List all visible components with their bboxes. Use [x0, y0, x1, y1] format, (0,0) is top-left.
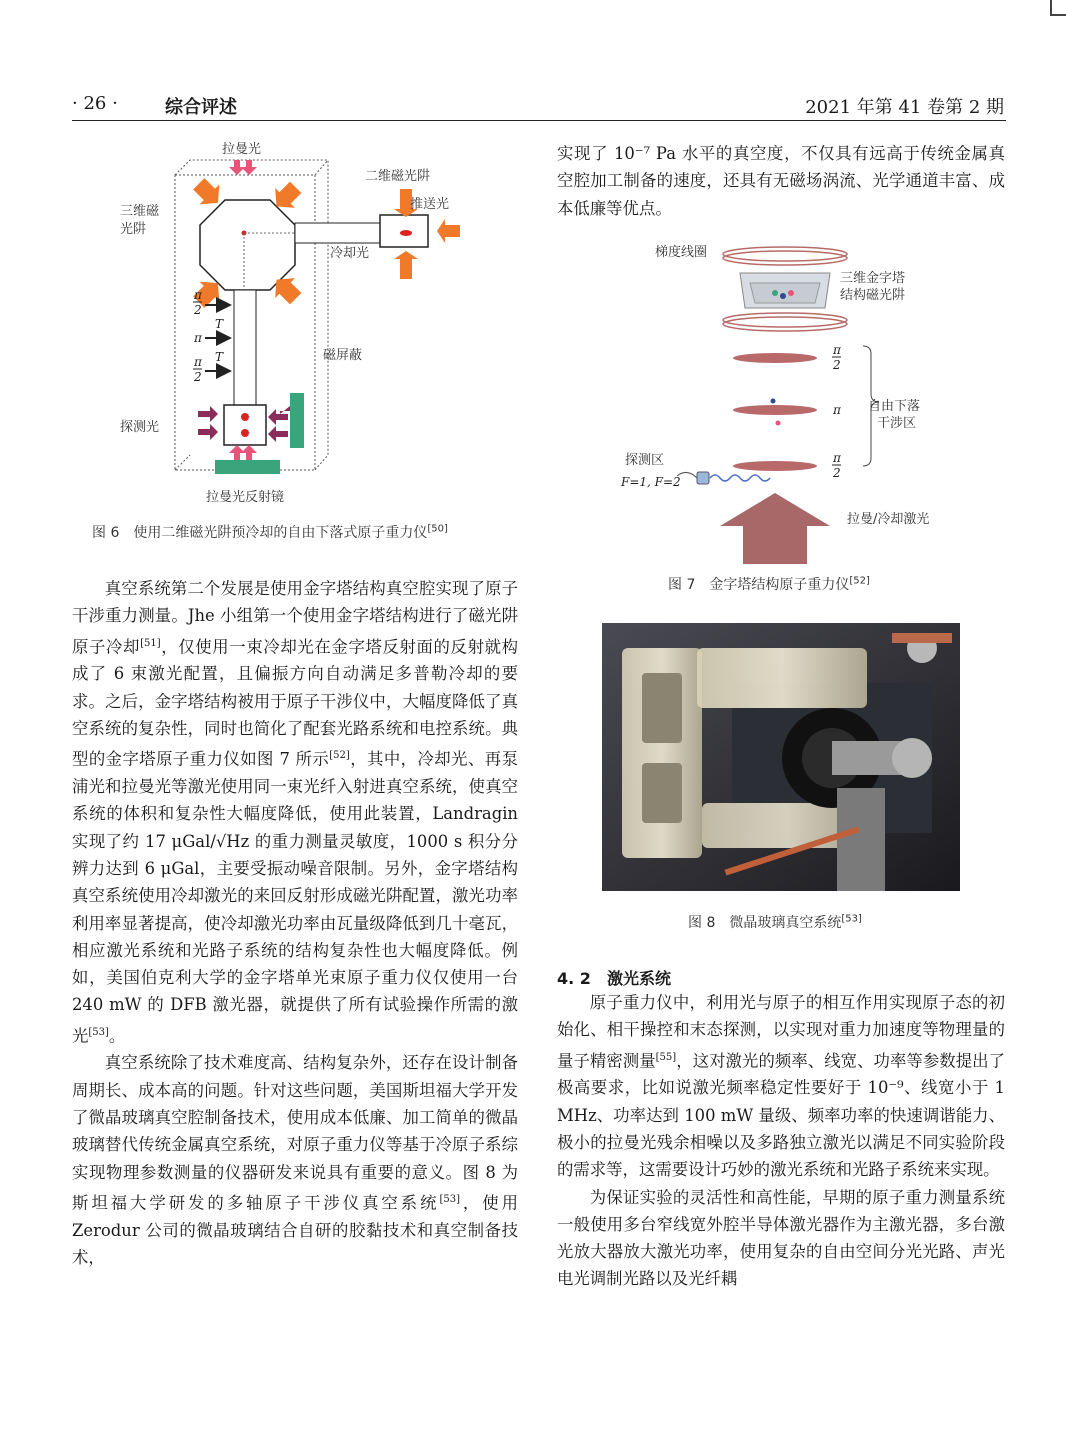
- journal-section: 综合评述: [165, 97, 237, 118]
- label-probe: 探测光: [120, 420, 160, 435]
- pyramid-cell: [740, 273, 830, 308]
- pulse3-num: π: [194, 355, 202, 369]
- gradient-coil-top: [723, 247, 847, 265]
- detection-cell: [224, 405, 266, 445]
- label-mot3d-1: 三维磁: [120, 204, 160, 219]
- issue-info: 2021 年第 41 卷第 2 期: [805, 97, 1004, 118]
- raman-bottom-arrows: [229, 445, 257, 460]
- label-freefall-2: 干涉区: [877, 416, 917, 431]
- mot3d-chamber: [200, 200, 295, 290]
- laser-barrel: [743, 526, 807, 564]
- label-pyramid-1: 三维金字塔: [840, 271, 906, 286]
- pulse-disk-2: [733, 405, 817, 415]
- drop-tube: [234, 290, 256, 405]
- pulse-disk-1: [733, 353, 817, 363]
- right-top-paragraph: 实现了 10⁻⁷ Pa 水平的真空度，不仅具有远高于传统金属真空腔加工制备的速度，还具有无磁场涡流、光学通道丰富、成本低廉等优点。: [557, 144, 1005, 218]
- fig7-p3-den: 2: [833, 466, 841, 480]
- gradient-coil-bottom: [723, 313, 847, 331]
- page-corner-mark: [1050, 0, 1066, 16]
- right-paragraph-2: 为保证实验的灵活性和高性能，早期的原子重力测量系统一般使用多台窄线宽外腔半导体激光器作为主激光器，多台激光放大器放大激光功率，使用复杂的自由空间分光光路、声光电光调制光路以及光纤耦: [557, 1187, 1005, 1289]
- label-freefall-1: 自由下落: [868, 399, 921, 414]
- interval-t1: T: [215, 317, 224, 331]
- label-mot3d-2: 光阱: [120, 222, 147, 237]
- label-mirror: 拉曼光反射镜: [206, 490, 285, 505]
- label-coil: 梯度线圈: [655, 245, 708, 260]
- label-states: F=1, F=2: [621, 475, 681, 489]
- figure-6-caption: 图 6 使用二维磁光阱预冷却的自由下落式原子重力仪[50]: [92, 523, 448, 541]
- pulse1-den: 2: [194, 303, 202, 317]
- right-paragraph-1: 原子重力仪中，利用光与原子的相互作用实现原子态的初始化、相干操控和末态探测，以实现对重力加速度等物理量的量子精密测量[55]，这对激光的频率、线宽、功率等参数提出了极高要求，比如说激光频率稳定性要好于 10⁻⁹、线宽小于 1 MHz、功率达到 100 mW 量级、频率功率的快速调谐能力、极小的拉曼光残余相噪以及多路独立激光以满足不同实验阶段的需求等，这需要设计巧妙的激光系统和光路子系统来实现。: [557, 993, 1006, 1180]
- figure-7-caption: 图 7 金字塔结构原子重力仪[52]: [668, 575, 870, 593]
- fig7-p1-den: 2: [833, 358, 841, 372]
- left-paragraph-2: 真空系统除了技术难度高、结构复杂外，还存在设计制备周期长、成本高的问题。针对这些问题，美国斯坦福大学开发了微晶玻璃真空腔制备技术，使用成本低廉、加工简单的微晶玻璃替代传统金属真空系统，对原子重力仪等基于冷原子系综实现物理参数测量的仪器研发来说具有重要的意义。图 8 为斯坦福大学研发的多轴原子干涉仪真空系统[53]，使用 Zerodur 公司的微晶玻璃结合自研的胶黏技术和真空制备技术，: [72, 1053, 519, 1267]
- label-cooling: 冷却光: [330, 246, 370, 261]
- raman-mirror: [215, 460, 280, 474]
- detect-mirror: [290, 393, 304, 448]
- figure-8-caption: 图 8 微晶玻璃真空系统[53]: [688, 913, 862, 931]
- pulse1-num: π: [194, 288, 202, 302]
- interval-t2: T: [215, 350, 224, 364]
- section-heading: 4. 2 激光系统: [557, 969, 671, 988]
- left-column-text: [72, 575, 518, 1271]
- fig7-p1-num: π: [833, 343, 841, 357]
- pulse-disk-3: [733, 461, 817, 471]
- detector: [697, 472, 709, 484]
- figure-7-diagram: [615, 238, 955, 568]
- label-laser: 拉曼/冷却激光: [847, 512, 930, 527]
- fig7-p2: π: [833, 403, 841, 417]
- label-detect: 探测区: [625, 453, 665, 468]
- header-rule: [72, 120, 1006, 121]
- laser-cone: [720, 493, 830, 526]
- right-column-top-text: [557, 140, 1005, 222]
- label-pyramid-2: 结构磁光阱: [840, 288, 906, 303]
- transfer-tube: [295, 223, 380, 243]
- pulse3-den: 2: [194, 370, 202, 384]
- left-paragraph-1: 真空系统第二个发展是使用金字塔结构真空腔实现了原子干涉重力测量。Jhe 小组第一个使用金字塔结构进行了磁光阱原子冷却[51]，仅使用一束冷却光在金字塔反射面的反射就构成了 6 束激光配置，且偏振方向自动满足多普勒冷却的要求。之后，金字塔结构被用于原子干涉仪中，大幅度降低了真空系统的复杂性，同时也简化了配套光路系统和电控系统。典型的金字塔原子重力仪如图 7 所示[52]，其中，冷却光、再泵浦光和拉曼光等激光使用同一束光纤入射进真空系统，使真空系统的体积和复杂性大幅度降低，使用此装置，Landragin 实现了约 17 μGal/√Hz 的重力测量灵敏度，1000 s 积分分辨力达到 6 μGal，主要受振动噪音限制。另外，金字塔结构真空系统使用冷却激光的来回反射形成磁光阱配置，激光功率利用率显著提高，使冷却激光功率由瓦量级降低到几十毫瓦，相应激光系统和光路子系统的结构复杂性也大幅度降低。例如，美国伯克利大学的金字塔单光束原子重力仪仅使用一台 240 mW 的 DFB 激光器，就提供了所有试验操作所需的激光[53]。: [72, 579, 519, 1046]
- right-column-text: [557, 989, 1005, 1293]
- label-raman-top: 拉曼光: [222, 142, 262, 157]
- fig7-p3-num: π: [833, 451, 841, 465]
- pulse2: π: [194, 331, 202, 345]
- figure-6-diagram: [110, 135, 530, 510]
- label-mot2d: 二维磁光阱: [365, 169, 431, 184]
- page-number: · 26 ·: [72, 93, 118, 114]
- label-shield: 磁屏蔽: [323, 348, 363, 363]
- figure-8-photo: [602, 623, 960, 891]
- raman-top-arrows: [229, 160, 257, 175]
- atom-cloud-2d: [400, 230, 412, 236]
- label-push: 推送光: [410, 197, 450, 212]
- fluorescence-wave: [710, 475, 770, 481]
